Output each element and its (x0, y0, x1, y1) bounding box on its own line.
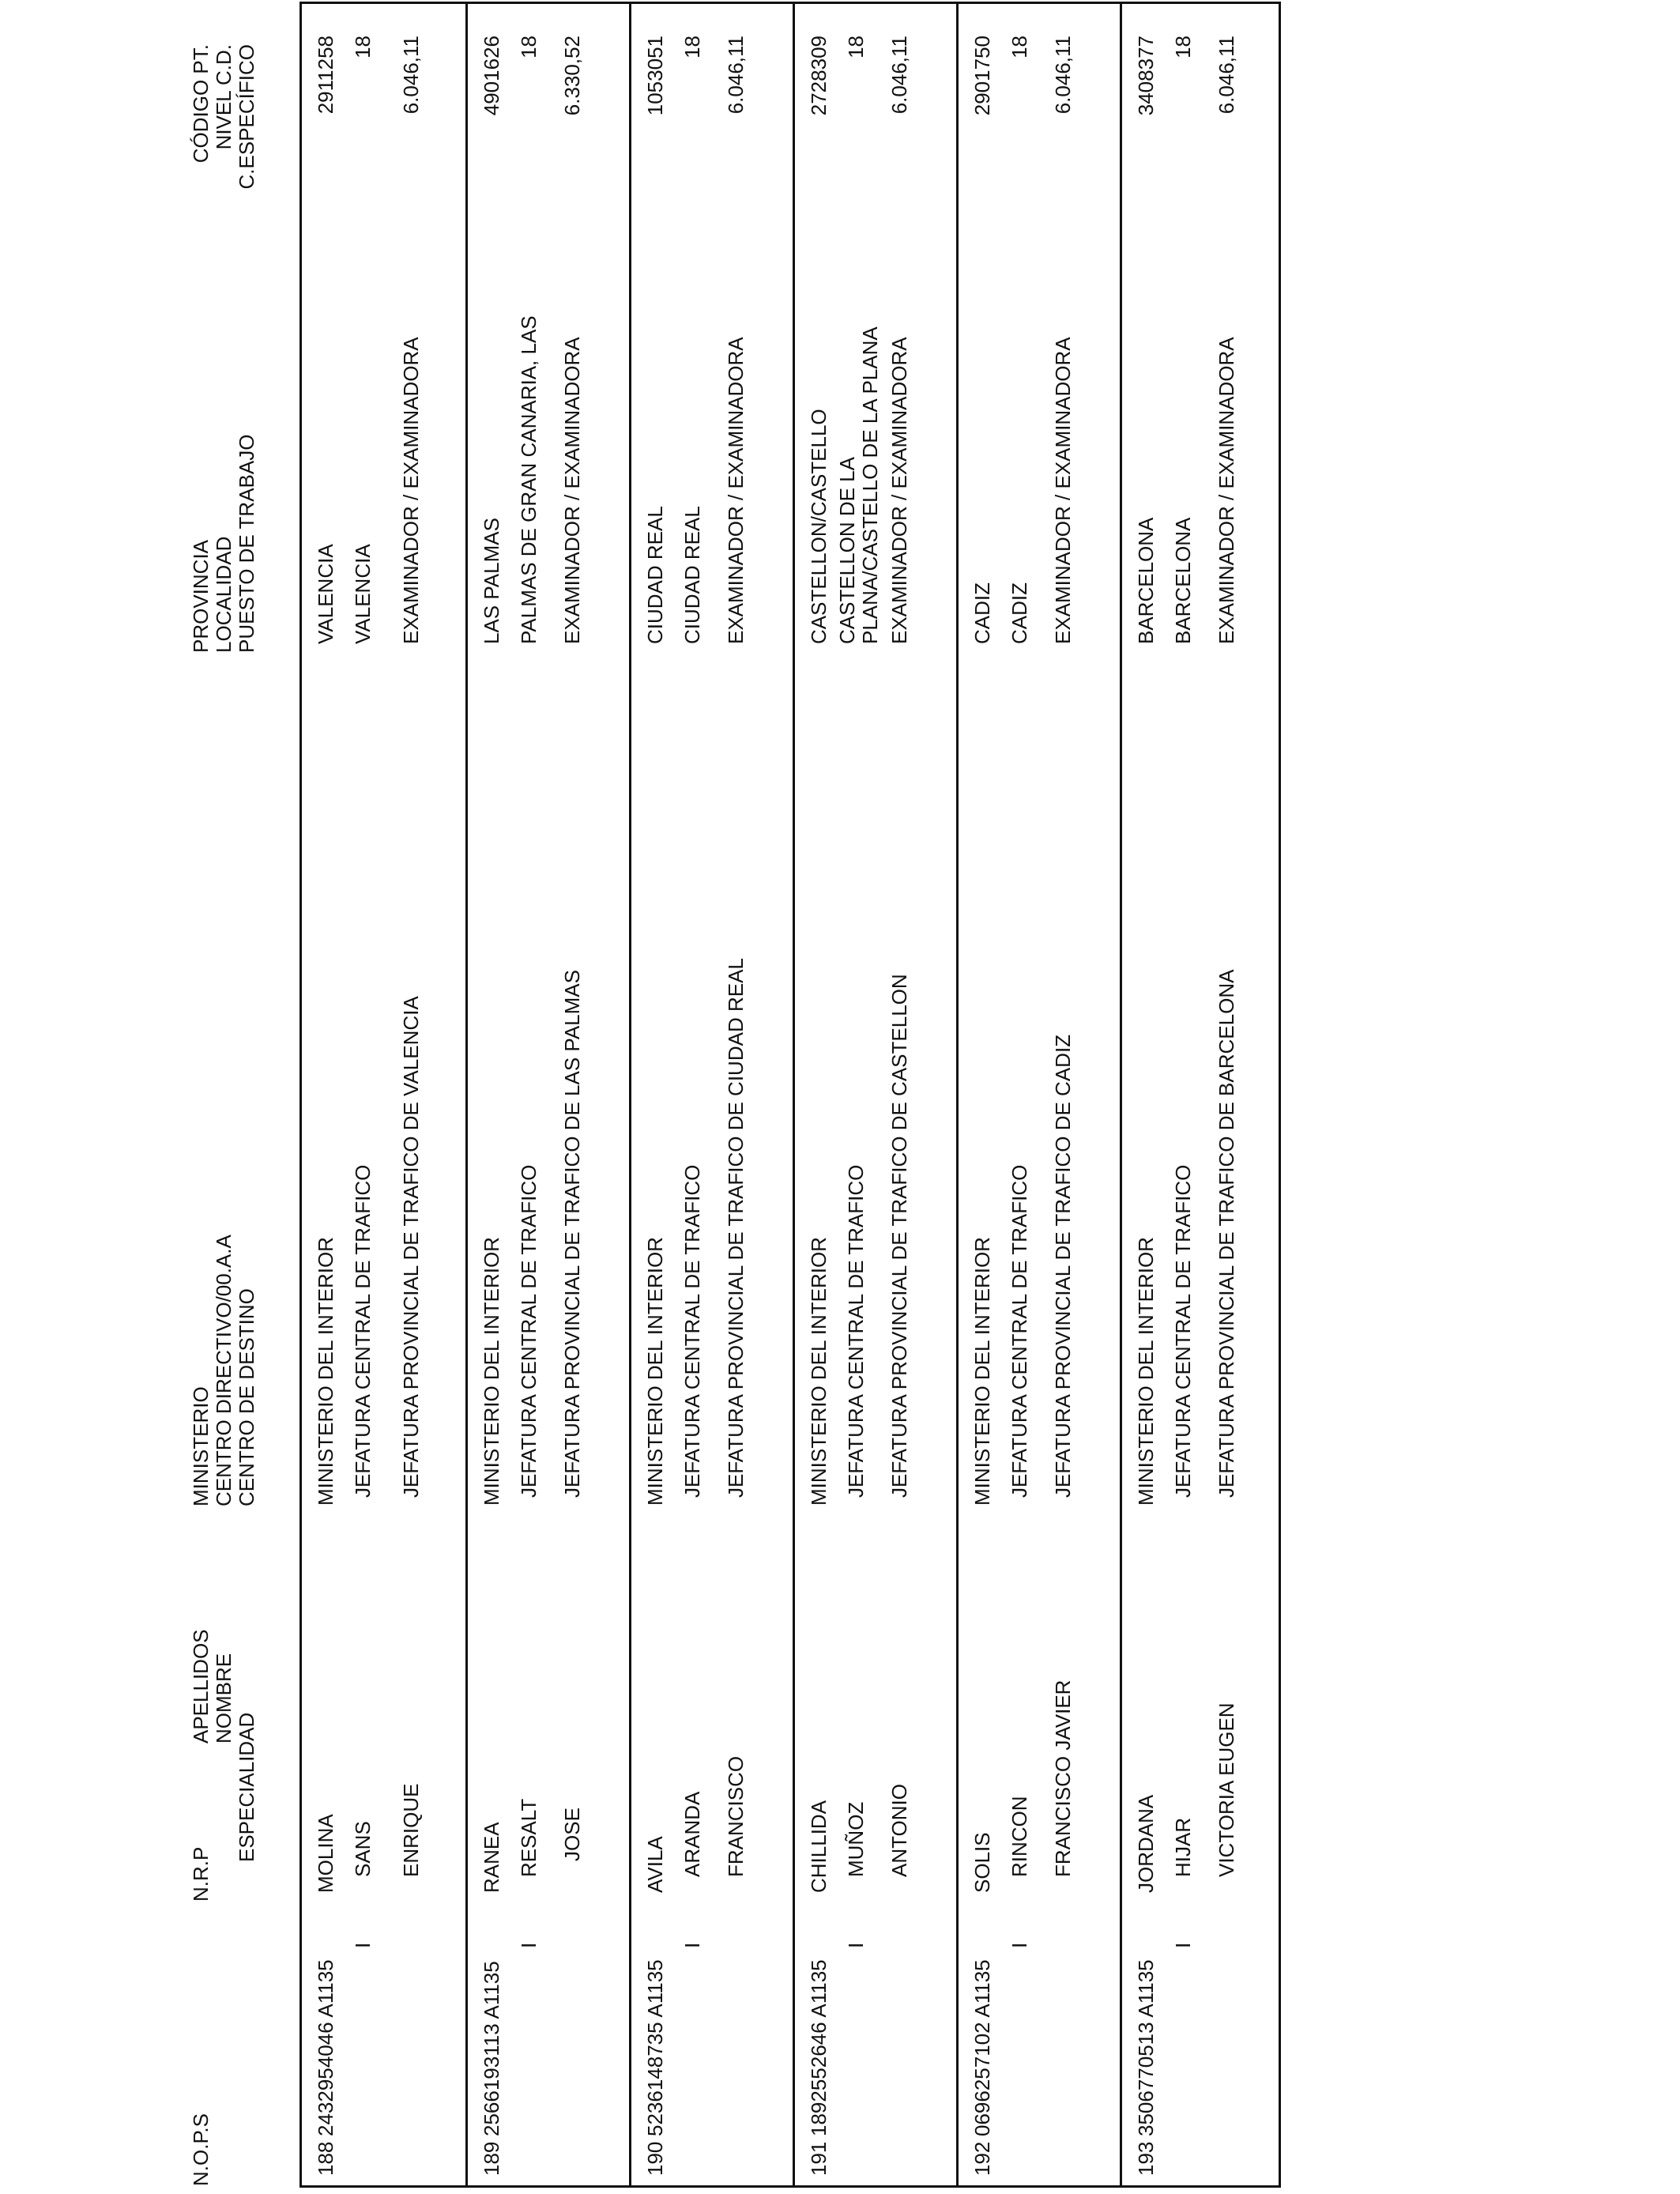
row-apellido2: RINCON (1008, 1796, 1031, 1877)
row-localidad-line1: CASTELLON DE LA (835, 457, 859, 644)
row-codigo: 2728309 (807, 36, 831, 116)
row-nops: 189 (480, 2141, 503, 2176)
row-centro-destino: JEFATURA PROVINCIAL DE TRAFICO DE BARCELONA (1215, 969, 1238, 1498)
row-puesto: EXAMINADOR / EXAMINADORA (560, 337, 584, 644)
row-nivel: 18 (680, 36, 704, 58)
row-apellido1: SOLIS (970, 1832, 994, 1893)
row-codigo: 3408377 (1134, 36, 1158, 116)
header-especifico-label: C.ESPECÍFICO (235, 44, 258, 190)
row-centro-directivo: JEFATURA CENTRAL DE TRAFICO (351, 1164, 375, 1498)
header-especialidad-block (235, 1713, 258, 1862)
row-nombre: ANTONIO (887, 1784, 911, 1877)
row-centro-directivo: JEFATURA CENTRAL DE TRAFICO (517, 1164, 541, 1498)
header-codigo-label: CÓDIGO PT. (189, 44, 213, 164)
row-nivel: 18 (1008, 36, 1031, 58)
row-codigo: 4901626 (480, 36, 503, 116)
row-localidad: CIUDAD REAL (680, 506, 704, 644)
header-nrp-label: N.R.P (189, 1846, 213, 1902)
row-especialidad: I (517, 1942, 541, 1948)
row-apellido2: RESALT (517, 1798, 541, 1877)
header-centro-directivo-label: CENTRO DIRECTIVO/00.A.A (212, 1235, 235, 1506)
records-table (299, 2, 1281, 2188)
table-row (793, 4, 956, 2185)
row-nops: 192 (970, 2141, 994, 2176)
row-puesto: EXAMINADOR / EXAMINADORA (887, 337, 911, 644)
row-centro-destino: JEFATURA PROVINCIAL DE TRAFICO DE CASTELLON (887, 974, 911, 1498)
row-centro-directivo: JEFATURA CENTRAL DE TRAFICO (844, 1164, 868, 1498)
row-nops: 193 (1134, 2141, 1158, 2176)
row-especialidad: I (1171, 1942, 1195, 1948)
row-nrp: 2432954046 A1135 (314, 1959, 337, 2136)
row-nivel: 18 (517, 36, 541, 58)
header-apellidos-block (190, 1629, 235, 1744)
header-nops (190, 2113, 213, 2186)
row-nivel: 18 (1171, 36, 1195, 58)
row-especialidad: I (680, 1942, 704, 1948)
table-row (956, 4, 1120, 2185)
header-ministerio-label: MINISTERIO (189, 1386, 213, 1506)
row-apellido1: JORDANA (1134, 1794, 1158, 1893)
row-nombre: JOSE (560, 1808, 584, 1861)
row-nrp: 1892552646 A1135 (807, 1959, 831, 2136)
row-ministerio: MINISTERIO DEL INTERIOR (1134, 1237, 1158, 1506)
header-especialidad-label: ESPECIALIDAD (235, 1712, 258, 1862)
header-nivel-label: NIVEL C.D. (212, 44, 235, 150)
row-apellido1: MOLINA (314, 1814, 337, 1893)
row-especialidad: I (844, 1942, 868, 1948)
row-apellido1: RANEA (480, 1822, 503, 1893)
row-nops: 191 (807, 2141, 831, 2176)
row-localidad: BARCELONA (1171, 517, 1195, 644)
row-especifico: 6.046,11 (724, 36, 748, 115)
row-apellido2: MUÑOZ (844, 1801, 868, 1877)
row-codigo: 2901750 (970, 36, 994, 116)
table-row (629, 4, 793, 2185)
row-nivel: 18 (351, 36, 375, 58)
row-especifico: 6.046,11 (1051, 36, 1075, 115)
row-centro-destino: JEFATURA PROVINCIAL DE TRAFICO DE CIUDAD REAL (724, 958, 748, 1498)
row-nrp: 2566193113 A1135 (480, 1961, 503, 2136)
row-especifico: 6.046,11 (887, 36, 911, 115)
row-localidad: PALMAS DE GRAN CANARIA, LAS (517, 315, 541, 644)
row-centro-destino: JEFATURA PROVINCIAL DE TRAFICO DE VALENCIA (399, 996, 423, 1498)
row-centro-directivo: JEFATURA CENTRAL DE TRAFICO (1171, 1164, 1195, 1498)
row-especifico: 6.330,52 (560, 36, 584, 116)
row-localidad (836, 326, 882, 644)
row-ministerio: MINISTERIO DEL INTERIOR (643, 1237, 667, 1506)
row-especialidad: I (351, 1942, 375, 1948)
row-apellido2: HIJAR (1171, 1817, 1195, 1877)
row-codigo: 1053051 (643, 36, 667, 116)
table-row (1120, 4, 1279, 2185)
row-provincia: CIUDAD REAL (643, 506, 667, 644)
row-centro-destino: JEFATURA PROVINCIAL DE TRAFICO DE LAS PALMAS (560, 970, 584, 1498)
header-nombre-label: NOMBRE (212, 1653, 235, 1744)
row-nrp: 0696257102 A1135 (970, 1959, 994, 2136)
row-provincia: VALENCIA (314, 544, 337, 644)
row-especifico: 6.046,11 (1215, 36, 1238, 115)
row-nrp: 5236148735 A1135 (643, 1959, 667, 2136)
table-row (465, 4, 629, 2185)
row-provincia: BARCELONA (1134, 517, 1158, 644)
row-especialidad: I (1008, 1942, 1031, 1948)
row-nivel: 18 (844, 36, 868, 58)
row-provincia: CASTELLON/CASTELLO (807, 409, 831, 644)
row-ministerio: MINISTERIO DEL INTERIOR (314, 1237, 337, 1506)
row-centro-directivo: JEFATURA CENTRAL DE TRAFICO (680, 1164, 704, 1498)
row-apellido1: AVILA (643, 1836, 667, 1893)
row-puesto: EXAMINADOR / EXAMINADORA (1051, 337, 1075, 644)
row-centro-directivo: JEFATURA CENTRAL DE TRAFICO (1008, 1164, 1031, 1498)
header-apellidos-label: APELLIDOS (189, 1629, 213, 1744)
header-nrp-block (190, 1847, 213, 1902)
row-provincia: LAS PALMAS (480, 518, 503, 644)
row-puesto: EXAMINADOR / EXAMINADORA (1215, 337, 1238, 644)
row-localidad: CADIZ (1008, 582, 1031, 644)
header-localidad-label: LOCALIDAD (212, 536, 235, 653)
row-nombre: ENRIQUE (399, 1783, 423, 1877)
row-centro-destino: JEFATURA PROVINCIAL DE TRAFICO DE CADIZ (1051, 1034, 1075, 1498)
row-apellido2: ARANDA (680, 1791, 704, 1877)
row-nombre: FRANCISCO JAVIER (1051, 1679, 1075, 1877)
header-centro-destino-label: CENTRO DE DESTINO (235, 1288, 258, 1506)
row-nops: 190 (643, 2141, 667, 2176)
header-puesto-label: PUESTO DE TRABAJO (235, 434, 258, 653)
header-provincia-label: PROVINCIA (189, 539, 213, 653)
header-codigo-block (190, 44, 258, 202)
table-row (302, 4, 465, 2185)
row-ministerio: MINISTERIO DEL INTERIOR (807, 1237, 831, 1506)
row-nrp: 3506770513 A1135 (1134, 1959, 1158, 2136)
header-ministerio-block (190, 1235, 258, 1506)
row-nops: 188 (314, 2141, 337, 2176)
row-puesto: EXAMINADOR / EXAMINADORA (724, 337, 748, 644)
row-nombre: VICTORIA EUGEN (1215, 1702, 1238, 1877)
header-nops-label: N.O.P.S (189, 2113, 213, 2186)
row-puesto: EXAMINADOR / EXAMINADORA (399, 337, 423, 644)
row-nombre: FRANCISCO (724, 1755, 748, 1877)
row-especifico: 6.046,11 (399, 36, 423, 115)
row-ministerio: MINISTERIO DEL INTERIOR (970, 1237, 994, 1506)
row-codigo: 2911258 (314, 36, 337, 115)
row-localidad: VALENCIA (351, 544, 375, 644)
row-provincia: CADIZ (970, 582, 994, 644)
row-apellido1: CHILLIDA (807, 1800, 831, 1893)
row-apellido2: SANS (351, 1821, 375, 1877)
row-localidad-line2: PLANA/CASTELLO DE LA PLANA (858, 326, 882, 644)
row-ministerio: MINISTERIO DEL INTERIOR (480, 1237, 503, 1506)
header-provincia-block (190, 435, 258, 653)
